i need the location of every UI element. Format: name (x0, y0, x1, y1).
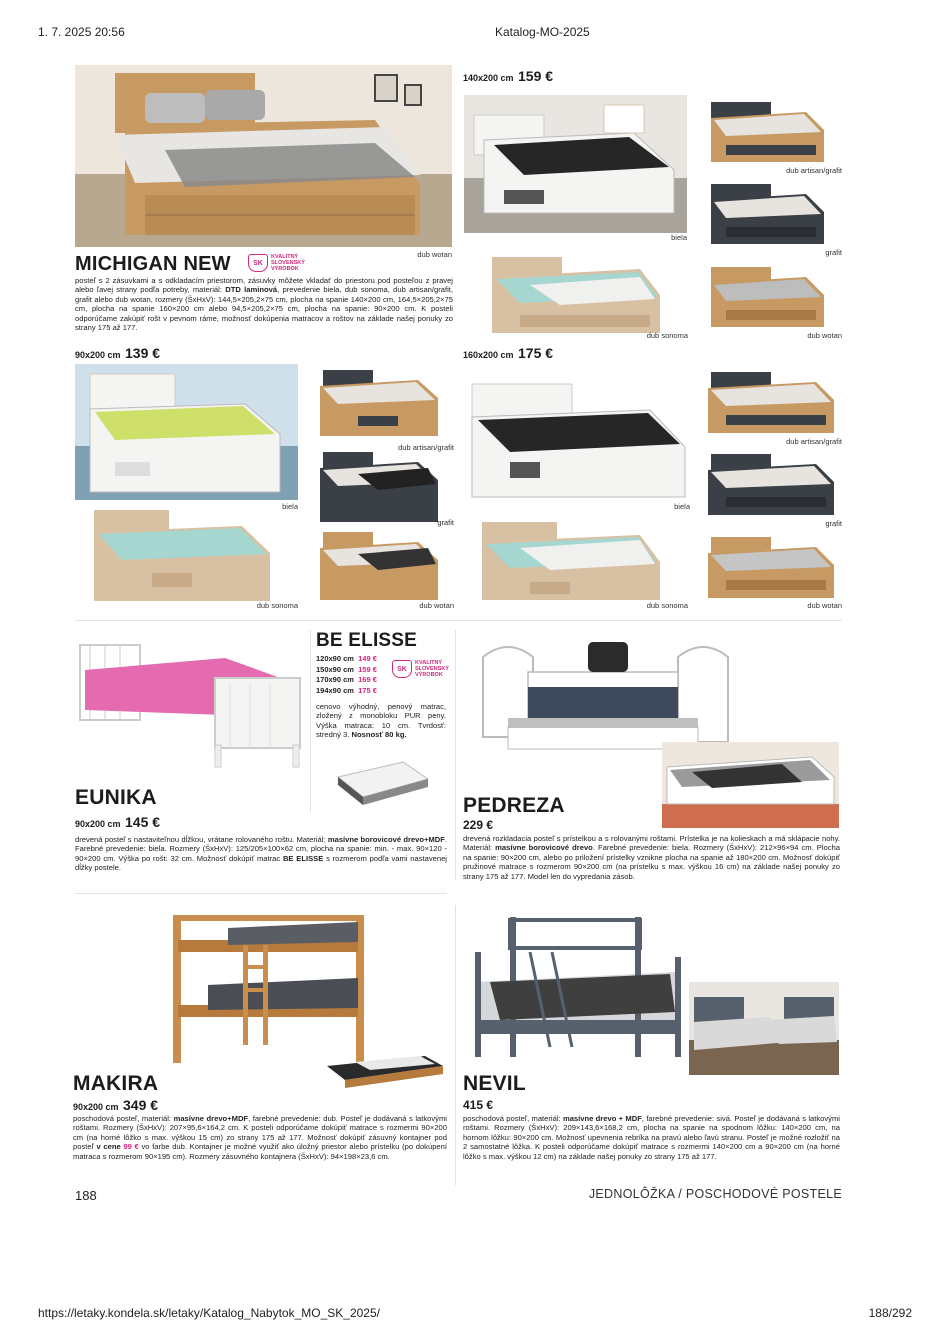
michigan-160-grafit-photo (706, 452, 836, 517)
caption-90-biela: biela (282, 502, 298, 511)
caption-160-biela: biela (674, 502, 690, 511)
nevil-price: 415 € (463, 1098, 494, 1112)
elisse-price-list: 120x90 cm 149 € 150x90 cm 159 € 170x90 cm 169 € 194x90 cm 175 € (316, 654, 377, 695)
makira-drawer-photo (325, 1048, 445, 1088)
michigan-main-photo (75, 65, 452, 247)
source-url[interactable]: https://letaky.kondela.sk/letaky/Katalog_Nabytok_MO_SK_2025/ (38, 1306, 380, 1320)
nevil-separate-photo (689, 982, 839, 1075)
caption-160-sonoma: dub sonoma (646, 601, 688, 610)
caption-90-artisan: dub artisan/grafit (398, 443, 454, 452)
pedreza-title: PEDREZA (463, 794, 565, 817)
caption-160-grafit: grafit (825, 519, 842, 528)
page-number: 188 (75, 1188, 97, 1203)
caption-140-biela: biela (671, 233, 687, 242)
caption-90-wotan: dub wotan (419, 601, 454, 610)
nevil-description: poschodová posteľ, materiál: masívne drevo + MDF, farebné prevedenie: sivá. Posteľ je dodávaná s latkovými roštami. Rozmery (ŠxHxV): 209×143,6×168,2 cm, plocha na spanie na spodnom lôžku: 140×200 cm, na hornom lôžku: 90×200 cm. Možnosť upevnenia rebríka na pravú alebo ľavú stranu. Posteľ je možné rozložiť na 2 samostatné lôžka. K posteli odporúčame dokúpiť matrace s rozmermi 140×200 cm a 90×200 cm (na horné lôžko s max. výškou 12 cm) na základe našej ponuky zo strany 175 až 177. (463, 1114, 840, 1161)
makira-price: 90x200 cm 349 € (73, 1097, 159, 1113)
eunika-description: drevená posteľ s nastaviteľnou dĺžkou, vrátane rolovaného roštu. Materiál: masívne borovicové drevo+MDF. Farebné prevedenie: biela. Rozmery (ŠxHxV): 125/205×100×62 cm, plocha na spanie: min. - max. 90×120 - 90×200 cm. Výška po rošt: 32 cm. Možnosť dokúpiť matrac BE ELISSE s rozmerom podľa vami nastavenej dĺžky postele. (75, 835, 448, 873)
caption-90-sonoma: dub sonoma (256, 601, 298, 610)
shield-icon: SK (248, 254, 268, 272)
divider (455, 630, 456, 880)
caption-140-artisan: dub artisan/grafit (786, 166, 842, 175)
michigan-160-wotan-photo (706, 535, 836, 600)
makira-description: poschodová posteľ, materiál: masívne drevo+MDF, farebné prevedenie: dub. Posteľ je dodávaná s latkovými roštami. Rozmery (ŠxHxV): 207×95,6×164,2 cm. K posteli odporúčame dokúpiť matrace s rozmermi 90×200 cm (na horné lôžko s max. výškou 15 cm) zo strany 175 až 177. Možnosť dokúpiť zásuvný kontajner pod posteľ v cene 99 € vo farbe dub. Kontajner je možné využiť ako úložný priestor alebo prístelku (po dokúpení matraca s rozmerom 90×195 cm). Rozmery zásuvného kontajnera (ŠxHxV): 94×198×23,6 cm. (73, 1114, 447, 1161)
michigan-main-caption: dub wotan (417, 250, 452, 259)
michigan-90-biela-photo (75, 364, 298, 500)
michigan-140-grafit-photo (706, 182, 826, 247)
document-title: Katalog-MO-2025 (495, 25, 590, 39)
page-of-total: 188/292 (868, 1306, 912, 1320)
print-datetime: 1. 7. 2025 20:56 (38, 25, 125, 39)
michigan-90-wotan-photo (318, 530, 440, 602)
michigan-140-artisan-photo (706, 100, 826, 165)
caption-140-wotan: dub wotan (807, 331, 842, 340)
section-title: JEDNOLÔŽKA / POSCHODOVÉ POSTELE (588, 1187, 842, 1201)
michigan-90-sonoma-photo (92, 508, 272, 603)
michigan-140-sonoma-photo (490, 255, 662, 335)
eunika-price: 90x200 cm 145 € (75, 814, 161, 830)
michigan-price-140: 140x200 cm 159 € (463, 68, 554, 84)
quality-badge: SK KVALITNÝ SLOVENSKÝ VÝROBOK (392, 660, 449, 678)
caption-140-sonoma: dub sonoma (646, 331, 688, 340)
michigan-description: posteľ s 2 zásuvkami a s odkladacím priestorom, zásuvky môžete vkladať do priestoru pod posteľou z pravej alebo ľavej strany podľa potreby, materiál: DTD laminová, prevedenie biela, dub sonoma, dub artisan/grafit, grafit alebo dub wotan, rozmery (ŠxHxV): 144,5×205,2×75 cm, plocha na spanie 140×200 cm, 164,5×205,2×75 cm, plocha na spanie 160×200 cm alebo 94,5×205,2×75 cm, plocha na spanie: 90×200 cm. K posteli odporúčame zakúpiť rošt v pevnom ráme, možnosť dokúpenia matracov a roštov na základe našej ponuky zo strany 175 až 177. (75, 276, 454, 333)
quality-badge: SK KVALITNÝ SLOVENSKÝ VÝROBOK (248, 254, 305, 272)
michigan-price-160: 160x200 cm 175 € (463, 345, 554, 361)
nevil-title: NEVIL (463, 1072, 526, 1095)
caption-160-wotan: dub wotan (807, 601, 842, 610)
caption-90-grafit: grafit (437, 518, 454, 527)
michigan-140-wotan-photo (706, 265, 826, 330)
michigan-title: MICHIGAN NEW (75, 253, 231, 275)
caption-140-grafit: grafit (825, 248, 842, 257)
michigan-160-biela-photo (470, 372, 688, 500)
makira-title: MAKIRA (73, 1072, 159, 1095)
divider (455, 905, 456, 1185)
shield-icon: SK (392, 660, 412, 678)
elisse-description: cenovo výhodný, penový matrac, zložený z monobloku PUR peny. Výška matraca: 10 cm. Tvrdosť: stredný 3. Nosnosť 80 kg. (316, 702, 446, 740)
pedreza-description: drevená rozkladacia posteľ s prístelkou a s rolovanými roštami. Prístelka je na kolieskach a má sklápacie nohy. Materiál: masívne borovicové drevo. Farebné prevedenie: biela. Rozmery (ŠxHxV): 212×96×94 cm. Plocha na spanie: 90×200 cm, alebo po priložení prístelky vznikne plocha na spanie až 180×200 cm. Možnosť dokúpiť pružinové matrace s rozmerom 90×200 cm (na prístelku s max. výškou 16 cm) na základe našej ponuky zo strany 175 až 177. Model len do vypredania zásob. (463, 834, 840, 881)
elisse-title: BE ELISSE (316, 630, 418, 651)
eunika-photo (75, 640, 305, 770)
michigan-90-artisan-photo (318, 368, 440, 438)
divider (75, 620, 842, 621)
eunika-title: EUNIKA (75, 786, 157, 809)
michigan-140-biela-photo (464, 95, 687, 233)
nevil-photo (470, 912, 685, 1062)
divider (310, 630, 311, 812)
michigan-price-90: 90x200 cm 139 € (75, 345, 161, 361)
divider (75, 893, 447, 894)
elisse-mattress-photo (333, 757, 433, 807)
michigan-160-artisan-photo (706, 370, 836, 435)
pedreza-extended-photo (662, 742, 839, 828)
makira-photo (168, 910, 368, 1065)
michigan-160-sonoma-photo (480, 520, 662, 602)
pedreza-price: 229 € (463, 818, 494, 832)
caption-160-artisan: dub artisan/grafit (786, 437, 842, 446)
michigan-90-grafit-photo (318, 450, 440, 525)
